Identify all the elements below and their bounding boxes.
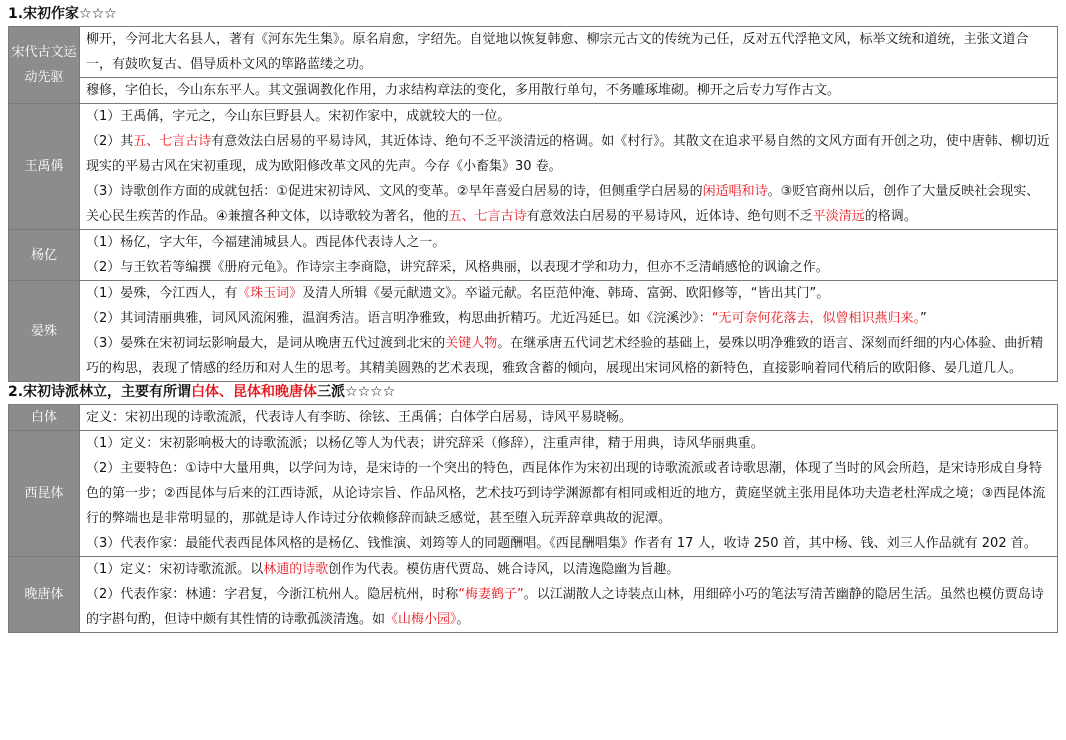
highlight-text: 关键人物 [445,336,498,351]
paragraph: （1）定义：宋初影响极大的诗歌流派；以杨亿等人为代表；讲究辞采（修辞），注重声律，精于用典，诗风华丽典重。 [86,436,764,451]
row-label: 王禹偁 [9,104,80,230]
section-1-title: 1.宋初作家 [8,6,80,22]
highlight-text: “梅妻鹤子” [458,587,524,602]
highlight-text: 《山梅小园》 [385,612,457,627]
row-label: 晚唐体 [9,557,80,633]
highlight-text: 白体、昆体和晚唐体 [191,384,318,400]
table-row [9,405,1058,431]
table-row [9,281,1058,382]
content-cell [80,27,1058,78]
highlight-text: 平淡清远 [812,209,865,224]
highlight-text: 林逋的诗歌 [263,562,329,577]
star-rating: ☆☆☆ [79,6,117,22]
table-row [9,78,1058,104]
star-rating: ☆☆☆☆ [345,384,396,400]
paragraph: （2）代表作家：林逋：字君复，今浙江杭州人。隐居杭州，时称“梅妻鹤子”。以江湖散人之诗装点山林，用细碎小巧的笔法写清苦幽静的隐居生活。虽然也模仿贾岛诗的字斟句酌，但诗中颇有其性情的诗歌孤淡清逸。如《山梅小园》。 [86,587,1044,627]
paragraph: （1）定义：宋初诗歌流派。以林逋的诗歌创作为代表。模仿唐代贾岛、姚合诗风，以清逸隐幽为旨趣。 [86,562,680,577]
table-row [9,557,1058,633]
content-cell [80,557,1058,633]
row-label: 宋代古文运动先驱 [9,27,80,104]
paragraph: （3）晏殊在宋初词坛影响最大，是词从晚唐五代过渡到北宋的关键人物。在继承唐五代词艺术经验的基础上，晏殊以明净雅致的语言、深刻而纤细的内心体验、曲折精巧的构思，表现了情感的经历和对人生的思考。其精美圆熟的艺术表现，雅致含蓄的倾向，展现出宋词风格的新特色，直接影响着同代稍后的欧阳修、晏几道几人。 [86,336,1044,376]
highlight-text: 五、七言古诗 [448,209,527,224]
paragraph: 定义：宋初出现的诗歌流派，代表诗人有李昉、徐铉、王禹偁；白体学白居易，诗风平易晓畅。 [86,410,633,425]
content-cell [80,405,1058,431]
section-2-heading: 2.宋初诗派林立，主要有所谓白体、昆体和晚唐体三派☆☆☆☆ [8,384,396,400]
content-cell [80,230,1058,281]
paragraph: （2）其五、七言古诗有意效法白居易的平易诗风，其近体诗、绝句不乏平淡清远的格调。如《村行》。其散文在追求平易自然的文风方面有开创之功，使中唐韩、柳切近现实的平易古风在宋初重现，成为欧阳修改革文风的先声。今存《小畜集》30 卷。 [86,134,1050,174]
paragraph: （1）晏殊，今江西人，有《珠玉词》及清人所辑《晏元献遗文》。卒谥元献。名臣范仲淹、韩琦、富弼、欧阳修等，“皆出其门”。 [86,286,830,301]
section-1-table [8,26,1058,382]
paragraph: （1）杨亿，字大年，今福建浦城县人。西昆体代表诗人之一。 [86,235,446,250]
section-2-title: 2.宋初诗派林立，主要有所谓 [8,384,192,400]
highlight-text: 五、七言古诗 [133,134,212,149]
row-label: 白体 [9,405,80,431]
content-cell [80,78,1058,104]
content-cell [80,281,1058,382]
section-2-table [8,404,1058,633]
row-label: 西昆体 [9,431,80,557]
paragraph: （2）其词清丽典雅，词风风流闲雅，温润秀洁。语言明净雅致，构思曲折精巧。尤近冯延巳。如《浣溪沙》：“无可奈何花落去，似曾相识燕归来。” [86,311,927,326]
paragraph: （2）与王钦若等编撰《册府元龟》。作诗宗主李商隐，讲究辞采，风格典丽，以表现才学和功力，但亦不乏清峭感怆的讽谕之作。 [86,260,829,275]
paragraph: 穆修，字伯长，今山东东平人。其文强调教化作用，力求结构章法的变化，多用散行单句，不务雕琢堆砌。柳开之后专力写作古文。 [86,83,841,98]
row-label: 晏殊 [9,281,80,382]
paragraph: （3）代表作家：最能代表西昆体风格的是杨亿、钱惟演、刘筠等人的同题酬唱。《西昆酬唱集》作者有 17 人，收诗 250 首，其中杨、钱、刘三人作品就有 202 首。 [86,536,1037,551]
paragraph: 柳开，今河北大名县人，著有《河东先生集》。原名肩愈，字绍先。自觉地以恢复韩愈、柳宗元古文的传统为己任，反对五代浮艳文风，标举文统和道统，主张文道合一，有鼓吹复古、倡导质朴文风的筚路蓝缕之功。 [86,32,1029,72]
table-row [9,230,1058,281]
paragraph: （1）王禹偁，字元之，今山东巨野县人。宋初作家中，成就较大的一位。 [86,109,511,124]
paragraph: （3）诗歌创作方面的成就包括：①促进宋初诗风、文风的变革。②早年喜爱白居易的诗，但侧重学白居易的闲适唱和诗。③贬官商州以后，创作了大量反映社会现实、关心民生疾苦的作品。④兼擅各种文体，以诗歌较为著名，他的五、七言古诗有意效法白居易的平易诗风，近体诗、绝句则不乏平淡清远的格调。 [86,184,1040,224]
table-row [9,104,1058,230]
paragraph: （2）主要特色：①诗中大量用典，以学问为诗，是宋诗的一个突出的特色，西昆体作为宋初出现的诗歌流派或者诗歌思潮，体现了当时的风会所趋，是宋诗形成自身特色的第一步；②西昆体与后来的江西诗派，从论诗宗旨、作品风格，艺术技巧到诗学渊源都有相同或相近的地方，黄庭坚就主张用昆体功夫造老杜浑成之境；③西昆体流行的弊端也是非常明显的，那就是诗人作诗过分依赖修辞而缺乏感觉，甚至堕入玩弄辞章典故的泥潭。 [86,461,1046,526]
table-row [9,27,1058,78]
highlight-text: 《珠玉词》 [237,286,303,301]
highlight-text: 闲适唱和诗 [702,184,768,199]
table-row [9,431,1058,557]
highlight-text: “无可奈何花落去，似曾相识燕归来。 [711,311,921,326]
section-1-heading [8,4,1058,26]
content-cell [80,431,1058,557]
row-label: 杨亿 [9,230,80,281]
content-cell [80,104,1058,230]
